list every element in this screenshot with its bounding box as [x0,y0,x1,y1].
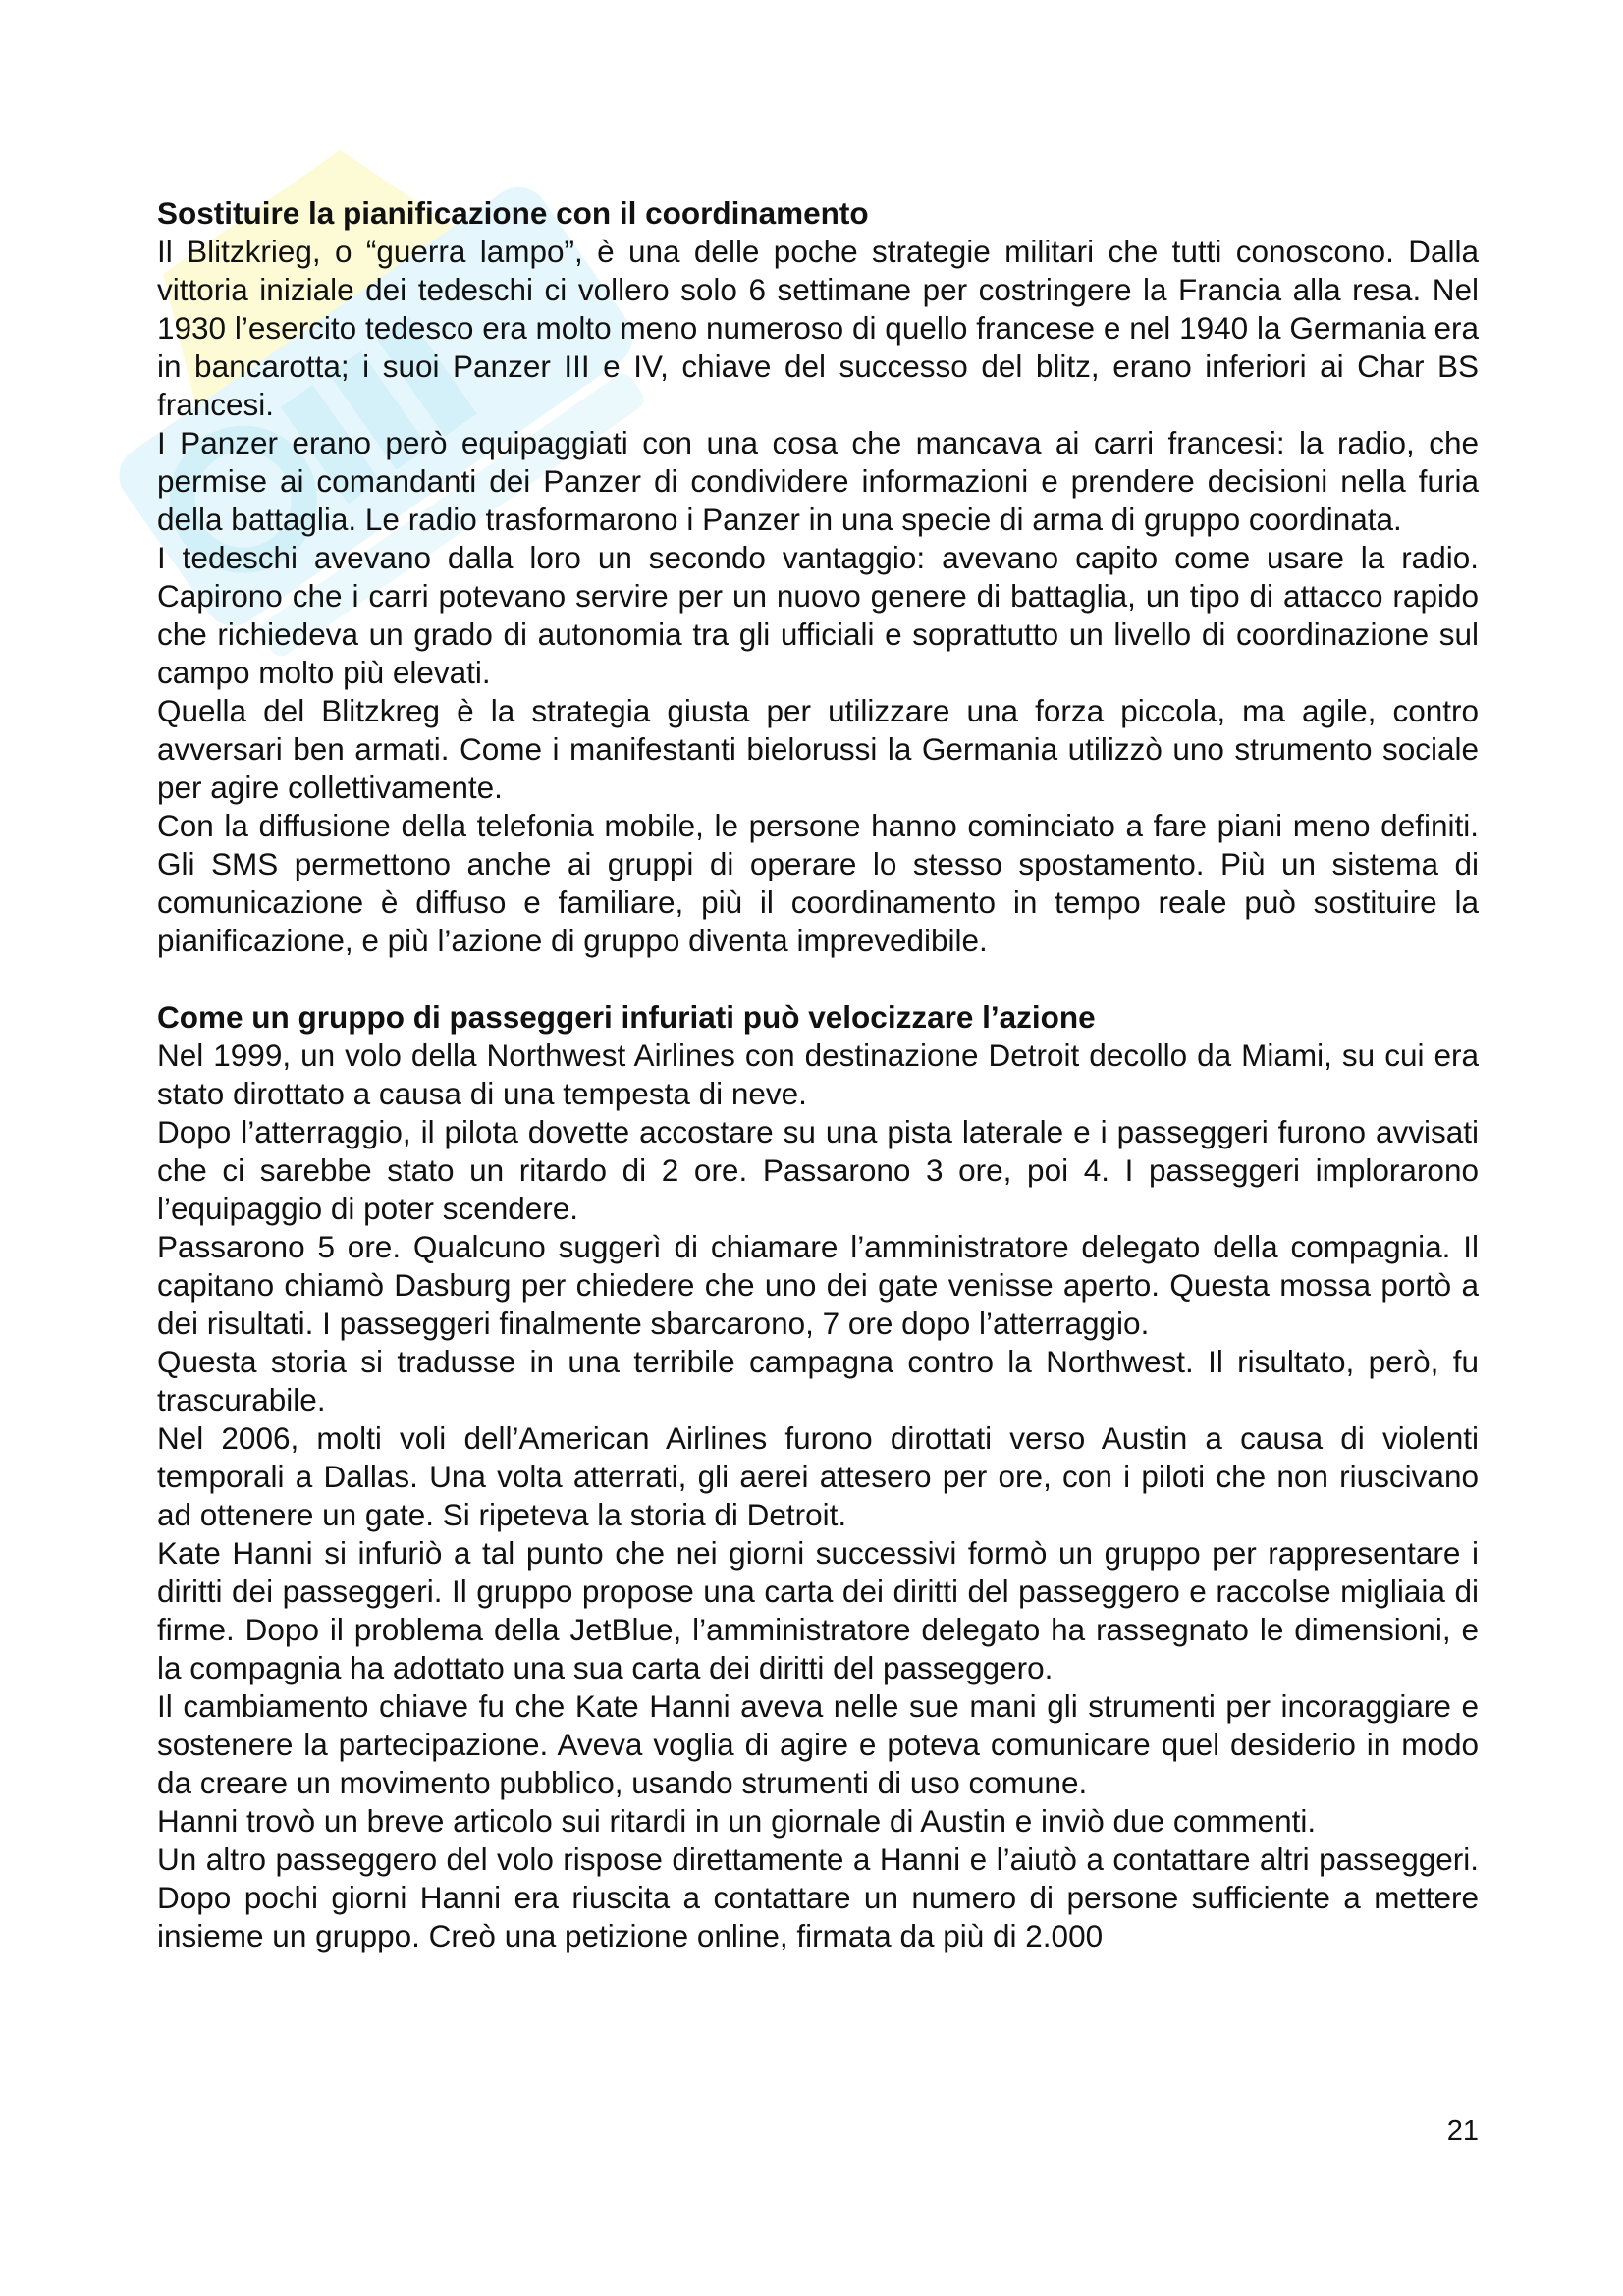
paragraph: Passarono 5 ore. Qualcuno suggerì di chiamare l’amministratore delegato della compagnia. Il capitano chiamò Dasburg per chiedere che uno dei gate venisse aperto. Questa mossa portò a dei risultati. I passeggeri finalmente sbarcarono, 7 ore dopo l’atterraggio. [157,1229,1479,1341]
paragraph: Questa storia si tradusse in una terribile campagna contro la Northwest. Il risultato, però, fu trascurabile. [157,1344,1479,1417]
paragraph: Con la diffusione della telefonia mobile, le persone hanno cominciato a fare piani meno definiti. Gli SMS permettono anche ai gruppi di operare lo stesso spostamento. Più un sistema di comunicazione è diffuso e familiare, più il coordinamento in tempo reale può sostituire la pianificazione, e più l’azione di gruppo diventa imprevedibile. [157,808,1479,958]
paragraph: Kate Hanni si infuriò a tal punto che nei giorni successivi formò un gruppo per rappresentare i diritti dei passeggeri. Il gruppo propose una carta dei diritti del passeggero e raccolse migliaia di firme. Dopo il problema della JetBlue, l’amministratore delegato ha rassegnato le dimensioni, e la compagnia ha adottato una sua carta dei diritti del passeggero. [157,1535,1479,1685]
paragraph: I Panzer erano però equipaggiati con una cosa che mancava ai carri francesi: la radio, che permise ai comandanti dei Panzer di condividere informazioni e prendere decisioni nella furia della battaglia. Le radio trasformarono i Panzer in una specie di arma di gruppo coordinata. [157,425,1479,537]
page-number: 21 [1446,2115,1479,2147]
paragraph: Quella del Blitzkreg è la strategia giusta per utilizzare una forza piccola, ma agile, contro avversari ben armati. Come i manifestanti bielorussi la Germania utilizzò uno strumento sociale per agire collettivamente. [157,693,1479,805]
paragraph: Nel 1999, un volo della Northwest Airlines con destinazione Detroit decollo da Miami, su cui era stato dirottato a causa di una tempesta di neve. [157,1038,1479,1111]
section-spacer [157,960,1479,998]
paragraph: Un altro passeggero del volo rispose direttamente a Hanni e l’aiutò a contattare altri passeggeri. Dopo pochi giorni Hanni era riuscita a contattare un numero di persone sufficiente a mettere insieme un gruppo. Creò una petizione online, firmata da più di 2.000 [157,1842,1479,1953]
paragraph: I tedeschi avevano dalla loro un secondo vantaggio: avevano capito come usare la radio. Capirono che i carri potevano servire per un nuovo genere di battaglia, un tipo di attacco rapido che richiedeva un grado di autonomia tra gli ufficiali e soprattutto un livello di coordinazione sul campo molto più elevati. [157,540,1479,690]
paragraph: Nel 2006, molti voli dell’American Airlines furono dirottati verso Austin a causa di violenti temporali a Dallas. Una volta atterrati, gli aerei attesero per ore, con i piloti che non riuscivano ad ottenere un gate. Si ripeteva la storia di Detroit. [157,1420,1479,1532]
paragraph: Il cambiamento chiave fu che Kate Hanni aveva nelle sue mani gli strumenti per incoraggiare e sostenere la partecipazione. Aveva voglia di agire e poteva comunicare quel desiderio in modo da creare un movimento pubblico, usando strumenti di uso comune. [157,1688,1479,1800]
document-body [157,194,1479,1955]
section-heading-coordinamento: Sostituire la pianificazione con il coordinamento [157,195,869,231]
paragraph: Hanni trovò un breve articolo sui ritardi in un giornale di Austin e inviò due commenti. [157,1803,1317,1839]
section-heading-passeggeri: Come un gruppo di passeggeri infuriati può velocizzare l’azione [157,999,1096,1035]
paragraph: Dopo l’atterraggio, il pilota dovette accostare su una pista laterale e i passeggeri furono avvisati che ci sarebbe stato un ritardo di 2 ore. Passarono 3 ore, poi 4. I passeggeri implorarono l’equipaggio di poter scendere. [157,1114,1479,1226]
paragraph: Il Blitzkrieg, o “guerra lampo”, è una delle poche strategie militari che tutti conoscono. Dalla vittoria iniziale dei tedeschi ci vollero solo 6 settimane per costringere la Francia alla resa. Nel 1930 l’esercito tedesco era molto meno numeroso di quello francese e nel 1940 la Germania era in bancarotta; i suoi Panzer III e IV, chiave del successo del blitz, erano inferiori ai Char BS francesi. [157,234,1479,422]
